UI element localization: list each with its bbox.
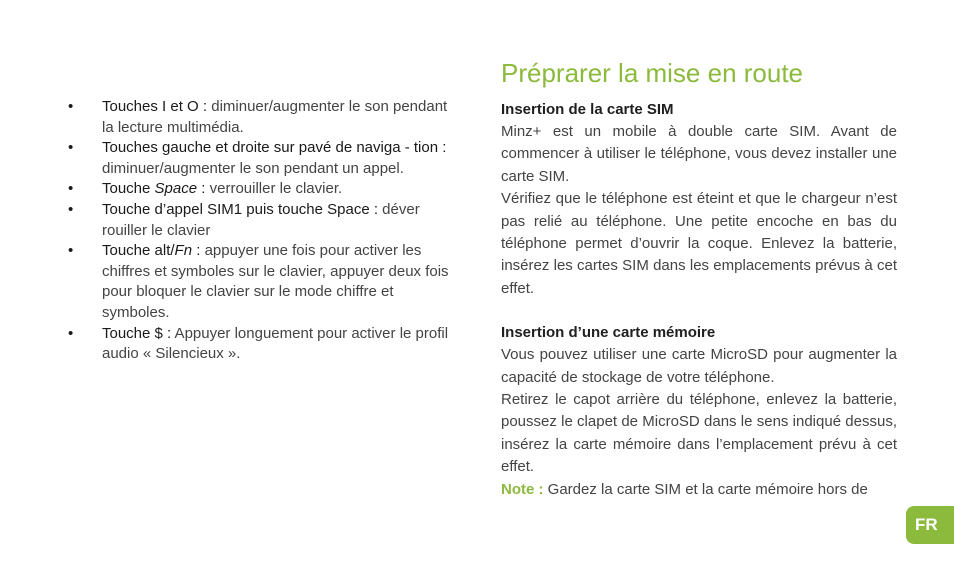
list-item-lead: Touches gauche et droite sur pavé de naviga - tion : <box>102 139 447 157</box>
list-item-desc: déver rouiller le clavier <box>102 200 420 239</box>
list-item-desc: Appuyer longuement pour activer le profil audio « Silencieux ». <box>102 324 449 363</box>
sim-paragraph-1: Minz+ est un mobile à double carte SIM. Avant de commencer à utiliser le téléphone, vous devez installer une carte SIM. <box>501 123 897 185</box>
list-item <box>66 179 458 200</box>
list-item-lead: Touches I et O : <box>102 98 208 115</box>
note-label: Note : <box>501 480 544 498</box>
section-spacer <box>501 300 897 322</box>
lead-emphasis: Space <box>154 180 198 198</box>
lead-prefix: Touche alt/ <box>102 242 175 260</box>
bullet: • <box>68 98 74 115</box>
list-item <box>66 97 458 138</box>
list-item <box>66 324 458 365</box>
list-item-desc: appuyer une fois pour activer les chiffres et symboles sur le clavier, appuyer deux fois pour bloquer le clavier sur le mode chiffre et symboles. <box>102 242 449 321</box>
note-paragraph <box>501 479 897 501</box>
lead-suffix: : <box>192 242 201 260</box>
language-badge: FR <box>906 506 954 544</box>
list-item-lead: Touche $ : <box>102 324 172 342</box>
list-item <box>66 241 458 323</box>
lead-suffix: : <box>197 180 206 198</box>
list-item-desc: verrouiller le clavier. <box>205 180 343 198</box>
list-item-lead <box>102 242 200 259</box>
memory-section-heading: Insertion d’une carte mémoire <box>501 324 716 342</box>
memory-paragraph-2: Retirez le capot arrière du téléphone, enlevez la batterie, poussez le clapet de MicroSD dans le sens indiqué dessus, insérez la carte mémoire dans l’emplacement prévu à cet effet. <box>501 391 897 476</box>
list-item-lead: Touche d’appel SIM1 puis touche Space : <box>102 200 379 218</box>
list-item-desc: diminuer/augmenter le son pendant la lecture multimédia. <box>102 98 448 136</box>
bullet: • <box>68 139 74 157</box>
page-title: Préprarer la mise en route <box>501 58 804 88</box>
keys-list-column <box>66 97 458 365</box>
list-item <box>66 138 458 179</box>
sim-paragraph-2: Vérifiez que le téléphone est éteint et que le chargeur n’est pas relié au téléphone. Une petite encoche en bas du téléphone permet d’ouvrir la coque. Enlevez la batterie, insérez les cartes SIM dans les emplacements prévus à cet effet. <box>501 190 897 297</box>
keys-list <box>66 97 458 365</box>
memory-paragraph-1: Vous pouvez utiliser une carte MicroSD pour augmenter la capacité de stockage de votre téléphone. <box>501 346 897 386</box>
lead-prefix: Touche <box>102 180 155 198</box>
list-item-desc: diminuer/augmenter le son pendant un appel. <box>102 159 404 177</box>
sim-section-heading: Insertion de la carte SIM <box>501 101 674 118</box>
lead-emphasis: Fn <box>174 242 193 260</box>
list-item-lead <box>102 180 205 197</box>
setup-column <box>501 56 897 501</box>
note-text: Gardez la carte SIM et la carte mémoire hors de <box>543 480 868 498</box>
bullet: • <box>68 324 74 342</box>
list-item <box>66 200 458 241</box>
bullet: • <box>68 200 74 218</box>
bullet: • <box>68 180 74 198</box>
bullet: • <box>68 242 74 260</box>
